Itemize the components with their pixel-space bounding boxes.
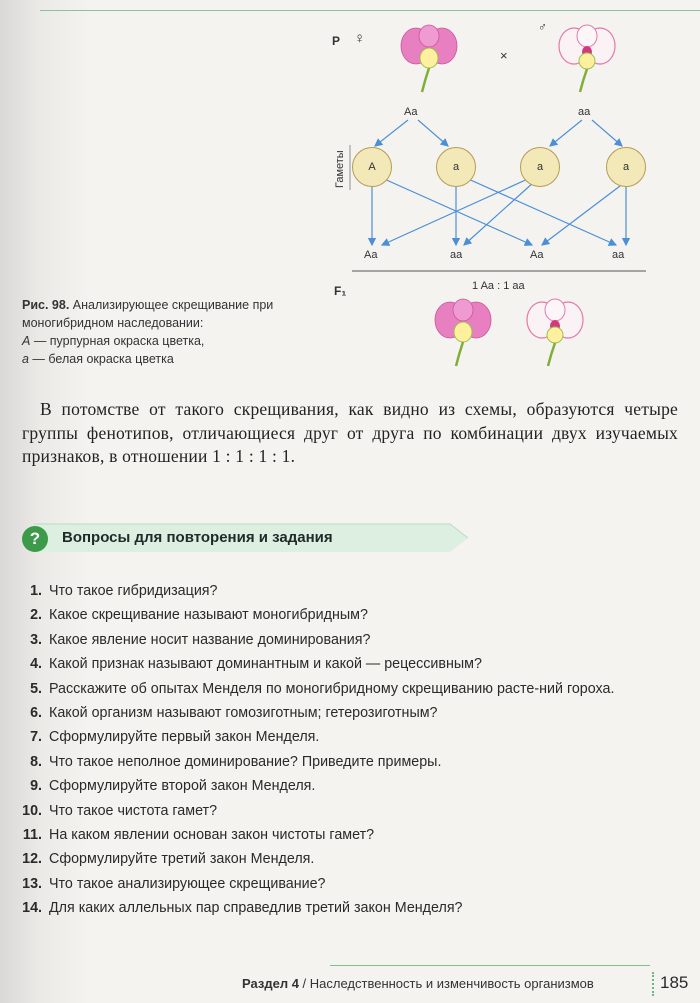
offspring-genotype-1: Aa — [364, 249, 378, 261]
question-text: Что такое гибридизация? — [49, 583, 218, 599]
purple-flower-offspring — [432, 296, 494, 368]
figure-number: Рис. 98. — [22, 298, 70, 312]
offspring-genotype-3: Aa — [530, 249, 544, 261]
footer-separator — [652, 972, 654, 996]
list-item — [22, 652, 662, 676]
question-text: Что такое чистота гамет? — [49, 802, 218, 819]
question-text: Сформулируйте второй закон Менделя. — [49, 778, 316, 795]
question-number: 7. — [30, 729, 42, 746]
list-item — [22, 628, 662, 652]
offspring-genotype-4: aa — [612, 249, 625, 261]
parent-genotype-female: Aa — [404, 106, 418, 118]
question-text: Какое скрещивание называют моногибридным? — [49, 607, 368, 624]
white-flower-parent — [556, 22, 618, 94]
female-symbol: ♀ — [354, 30, 366, 47]
question-text: Какой организм называют гомозиготным; гетерозиготным? — [49, 705, 438, 722]
parent-genotype-male: aa — [578, 106, 591, 118]
cross-symbol: × — [500, 48, 508, 63]
gamete-a-female: a — [436, 147, 476, 187]
parent-label: P — [332, 34, 341, 48]
gamete-a-male-1: a — [520, 147, 560, 187]
question-number: 5. — [30, 680, 42, 697]
footer — [242, 976, 594, 991]
caption-line-a: — пурпурная окраска цветка, — [30, 334, 205, 348]
body-paragraph: В потомстве от такого скрещивания, как видно из схемы, образуются четыре группы фенотипов, отличающиеся друг от друга по комбинации двух изучаемых признаков, в отношении 1 : 1 : 1 : 1. — [22, 399, 678, 466]
question-text: Сформулируйте первый закон Менделя. — [49, 729, 320, 746]
question-text: Какой признак называют доминантным и какой — рецессивным? — [49, 656, 482, 673]
questions-header — [20, 518, 470, 558]
list-item — [22, 677, 662, 701]
list-item — [22, 896, 662, 920]
question-icon: ? — [22, 526, 48, 552]
question-number: 8. — [30, 753, 42, 770]
question-number: 13. — [22, 875, 42, 892]
list-item — [22, 603, 662, 627]
question-number: 4. — [30, 656, 42, 673]
question-text: Расскажите об опытах Менделя по моногибридному скрещиванию расте-ний гороха. — [49, 680, 615, 697]
list-item — [22, 823, 662, 847]
question-text: Сформулируйте третий закон Менделя. — [49, 851, 315, 868]
list-item — [22, 701, 662, 725]
offspring-genotype-2: aa — [450, 249, 463, 261]
gamete-a-male-2: a — [606, 147, 646, 187]
page-number: 185 — [660, 973, 689, 992]
question-text: Для каких аллельных пар справедлив третий закон Менделя? — [49, 900, 463, 917]
list-item — [22, 799, 662, 823]
question-number: 9. — [30, 778, 42, 795]
question-number: 1. — [30, 583, 42, 599]
caption-allele-A: А — [22, 334, 31, 348]
gametes-label: Гаметы — [334, 150, 346, 188]
f1-ratio: 1 Aa : 1 aa — [472, 280, 525, 292]
question-number: 12. — [22, 851, 42, 868]
list-item — [22, 872, 662, 896]
gamete-A: A — [352, 147, 392, 187]
list-item — [22, 750, 662, 774]
question-text: На каком явлении основан закон чистоты гамет? — [49, 827, 375, 844]
top-divider — [40, 10, 700, 11]
question-number: 14. — [22, 900, 42, 917]
cross-diagram — [320, 20, 660, 370]
question-text: Что такое анализирующее скрещивание? — [49, 875, 326, 892]
question-number: 6. — [30, 705, 42, 722]
caption-allele-a: а — [22, 352, 29, 366]
question-number: 2. — [30, 607, 42, 624]
footer-divider — [330, 965, 650, 966]
question-number: 3. — [30, 631, 42, 648]
caption-title: Анализирующее скрещивание при моногибридном наследовании: — [22, 298, 274, 330]
question-number: 10. — [22, 802, 42, 819]
male-symbol: ♂ — [538, 20, 547, 34]
caption-line-b: — белая окраска цветка — [28, 352, 174, 366]
figure-caption — [22, 296, 322, 368]
list-item — [22, 774, 662, 798]
questions-title: Вопросы для повторения и задания — [62, 529, 333, 546]
question-text: Что такое неполное доминирование? Приведите примеры. — [49, 753, 442, 770]
footer-section: Раздел 4 — [242, 976, 299, 991]
questions-list — [22, 579, 662, 921]
purple-flower-parent — [398, 22, 460, 94]
f1-label: F₁ — [334, 284, 347, 298]
question-number: 11. — [22, 827, 42, 844]
footer-section-title: / Наследственность и изменчивость организмов — [298, 976, 594, 991]
list-item — [22, 725, 662, 749]
question-text: Какое явление носит название доминирования? — [49, 631, 371, 648]
list-item — [22, 847, 662, 871]
white-flower-offspring — [524, 296, 586, 368]
list-item — [22, 579, 662, 603]
